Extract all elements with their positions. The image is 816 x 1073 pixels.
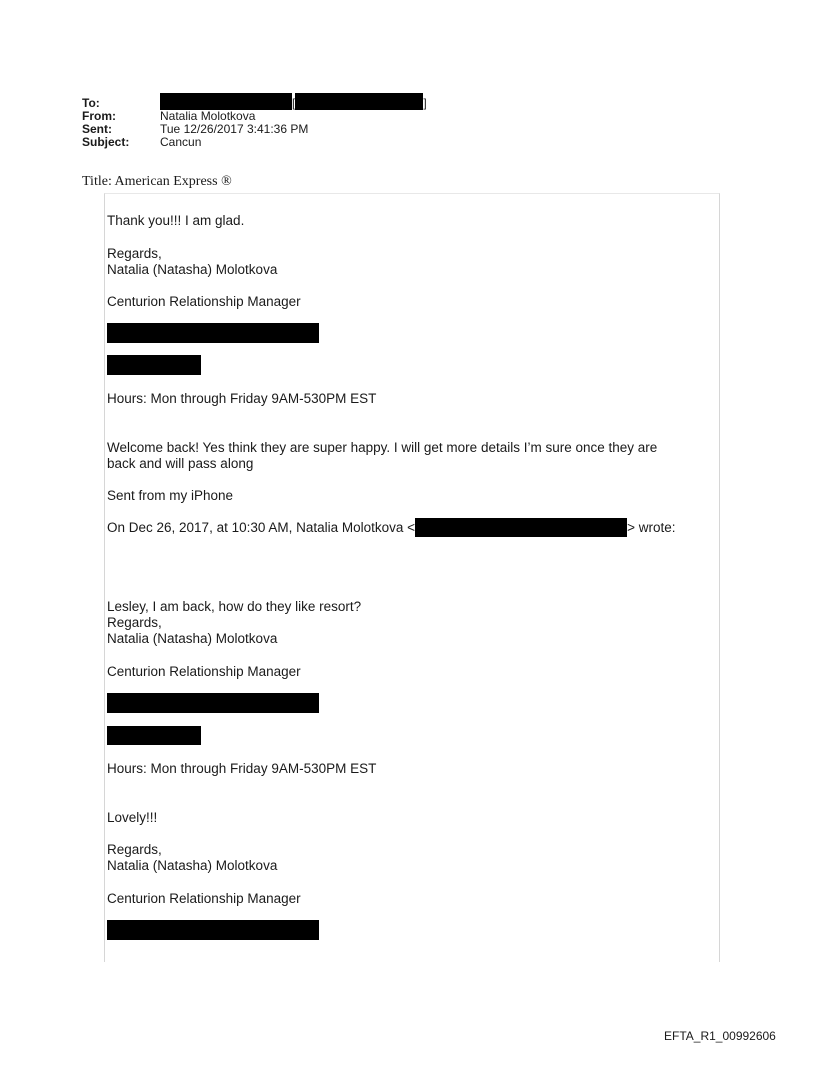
sent-label: Sent: [82,122,112,136]
subject-label: Subject: [82,135,130,149]
subject-row [82,136,427,149]
to-bracket-close: ] [423,96,427,110]
email-title: Title: American Express ® [82,174,232,189]
from-value: Natalia Molotkova [160,109,256,123]
to-label: To: [82,96,100,110]
sent-row [82,123,427,136]
regards-line: Regards, [107,246,162,261]
email-header [82,97,427,149]
redaction-block [107,693,319,713]
signature-role: Centurion Relationship Manager [107,891,301,906]
redaction-block [107,920,319,940]
redaction-block [415,518,627,537]
quote-header-prefix: On Dec 26, 2017, at 10:30 AM, Natalia Molotkova < [107,520,416,535]
redaction-block [107,355,201,375]
from-label: From: [82,109,116,123]
redaction-block [160,93,292,110]
redaction-block [107,323,319,343]
signature-role: Centurion Relationship Manager [107,294,301,309]
hours-line: Hours: Mon through Friday 9AM-530PM EST [107,391,377,406]
quote-header [107,520,675,537]
body-line: Lesley, I am back, how do they like resort? [107,599,362,614]
redaction-block [107,726,201,745]
redaction-block [295,93,423,110]
signature-name: Natalia (Natasha) Molotkova [107,631,278,646]
regards-line: Regards, [107,615,162,630]
document-id: EFTA_R1_00992606 [664,1029,776,1043]
body-line: Welcome back! Yes think they are super happy. I will get more details I’m sure once they are [107,440,658,455]
quote-header-suffix: > wrote: [627,520,676,535]
subject-value: Cancun [160,135,202,149]
sent-from-line: Sent from my iPhone [107,488,234,503]
body-line: Lovely!!! [107,810,158,825]
signature-name: Natalia (Natasha) Molotkova [107,858,278,873]
hours-line: Hours: Mon through Friday 9AM-530PM EST [107,761,377,776]
sent-value: Tue 12/26/2017 3:41:36 PM [160,122,309,136]
regards-line: Regards, [107,842,162,857]
to-bracket-open: [ [292,96,296,110]
signature-role: Centurion Relationship Manager [107,664,301,679]
body-line: back and will pass along [107,456,254,471]
body-line: Thank you!!! I am glad. [107,213,245,228]
signature-name: Natalia (Natasha) Molotkova [107,262,278,277]
